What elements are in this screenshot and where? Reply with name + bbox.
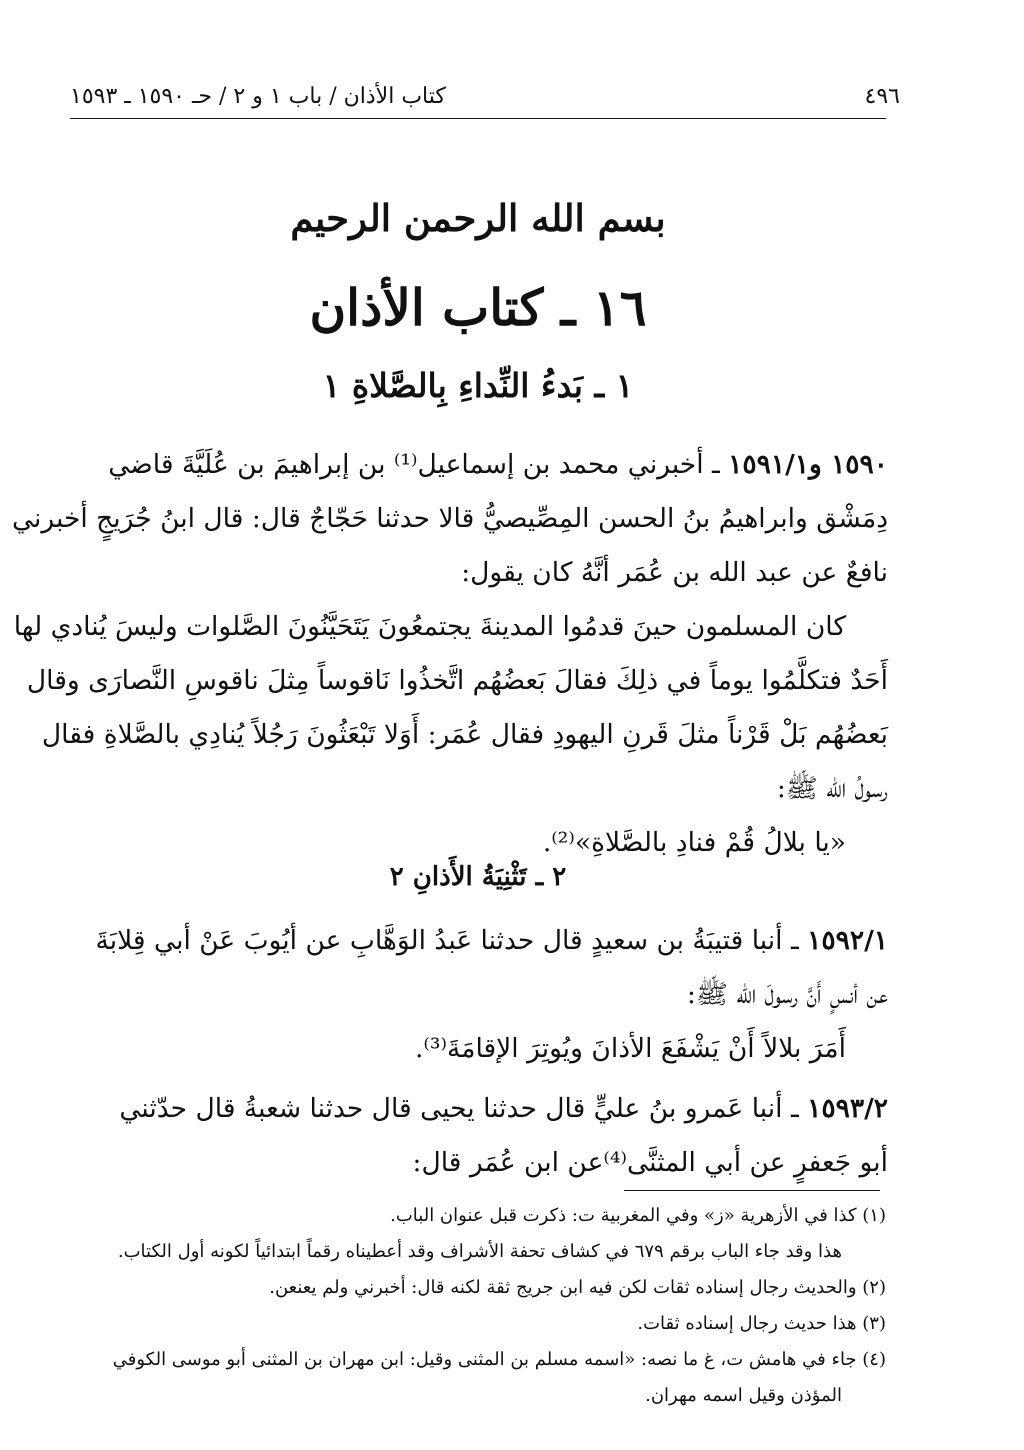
footnote-1-cont: هذا وقد جاء الباب برقم ٦٧٩ في كشاف تحفة الأشراف وقد أعطيناه رقماً ابتدائياً لكونه أول الكتاب.	[117, 1241, 842, 1262]
footnotes	[72, 1198, 886, 1414]
text-line: أبو جَعفرٍ عن أبي المثنَّى⁽⁴⁾عن ابن عُمَر قال:	[412, 1147, 888, 1178]
running-header	[70, 78, 900, 119]
footnote-2: (٢) والحديث رجال إسناده ثقات لكن فيه ابن جريج ثقة لكنه قال: أخبرني ولم يعنعن.	[269, 1277, 886, 1298]
text-line: بَعضُهُم بَلْ قَرْناً مثلَ قَرنِ اليهودِ فقال عُمَر: أَوَلا تَبْعَثُونَ رَجُلاً يُنادِي بالصَّلاةِ فقال	[41, 719, 888, 750]
hadith-1590-text	[13, 600, 888, 870]
footnote-4: (٤) جاء في هامش ت، غ ما نصه: «اسمه مسلم بن المثنى وقيل: ابن مهران بن المثنى أبو موسى الكوفي	[112, 1349, 886, 1370]
book-title: ١٦ ـ كتاب الأذان	[309, 278, 647, 337]
hadith-1590	[11, 438, 888, 600]
footnote-divider	[624, 1190, 880, 1191]
footnote-3: (٣) هذا حديث رجال إسناده ثقات.	[637, 1313, 886, 1334]
running-title: كتاب الأذان / باب ١ و ٢ / حـ ١٥٩٠ ـ ١٥٩٣	[70, 84, 446, 109]
chapter-heading-2: ٢ ـ تَثْنِيَةُ الأَذانِ ٢	[389, 862, 567, 892]
hadith-number: ١٥٩٠ و١٥٩١/١	[728, 449, 888, 480]
hadith-1592	[72, 914, 888, 1076]
chapter-heading-1: ١ ـ بَدءُ النِّداءِ بِالصَّلاةِ ١	[322, 366, 634, 405]
text-line: ١٥٩٢/١ ـ أنبا قتيبَةُ بن سعيدٍ قال حدثنا عَبدُ الوَهَّابِ عن أيُوبَ عَنْ أبي قِلابَةَ	[95, 925, 888, 956]
footnote-4-cont: المؤذن وقيل اسمه مهران.	[645, 1385, 842, 1406]
hadith-1593	[72, 1082, 888, 1190]
text-line: دِمَشْق وابراهيمُ بنُ الحسن المِصِّيصيُّ قالا حدثنا حَجّاجٌ قال: قال ابنُ جُرَيجٍ أخبرني	[11, 503, 888, 534]
text-line: أَمَرَ بلالاً أَنْ يَشْفَعَ الأذانَ ويُوتِرَ الإقامَةَ⁽³⁾.	[414, 1033, 846, 1064]
hadith-number: ١٥٩٣/٢	[807, 1093, 888, 1124]
page-number: ٤٩٦	[864, 84, 900, 109]
hadith-number: ١٥٩٢/١	[807, 925, 888, 956]
text-line: ١٥٩٠ و١٥٩١/١ ـ أخبرني محمد بن إسماعيل⁽¹⁾ بن إبراهيمَ بن عُلَيَّةَ قاضي	[108, 449, 888, 480]
text-line: رسولُ الله ﷺ:	[776, 773, 888, 804]
text-line: عن أنسٍ أَنَّ رسولَ الله ﷺ:	[686, 979, 888, 1010]
text-line: نافعٌ عن عبد الله بن عُمَر أنَّهُ كان يقول:	[461, 557, 888, 588]
basmala: بسم الله الرحمن الرحيم	[290, 196, 666, 240]
text-line: أَحَدٌ فتكلَّمُوا يوماً في ذلِكَ فقالَ بَعضُهُم اتَّخذُوا نَاقوساً مِثلَ ناقوسِ النَّصارَى وقال	[26, 665, 888, 696]
text-line: «يا بلالُ قُمْ فنادِ بالصَّلاةِ»⁽²⁾.	[542, 827, 846, 858]
text-line: كان المسلمون حينَ قدمُوا المدينةَ يجتمعُونَ يَتَحَيَّنُونَ الصَّلوات وليسَ يُنادي لها	[13, 611, 846, 642]
footnote-1: (١) كذا في الأزهرية «ز» وفي المغربية ت: ذكرت قبل عنوان الباب.	[390, 1205, 886, 1226]
text-line: ١٥٩٣/٢ ـ أنبا عَمرو بنُ عليٍّ قال حدثنا يحيى قال حدثنا شعبةُ قال حدّثني	[119, 1093, 888, 1124]
